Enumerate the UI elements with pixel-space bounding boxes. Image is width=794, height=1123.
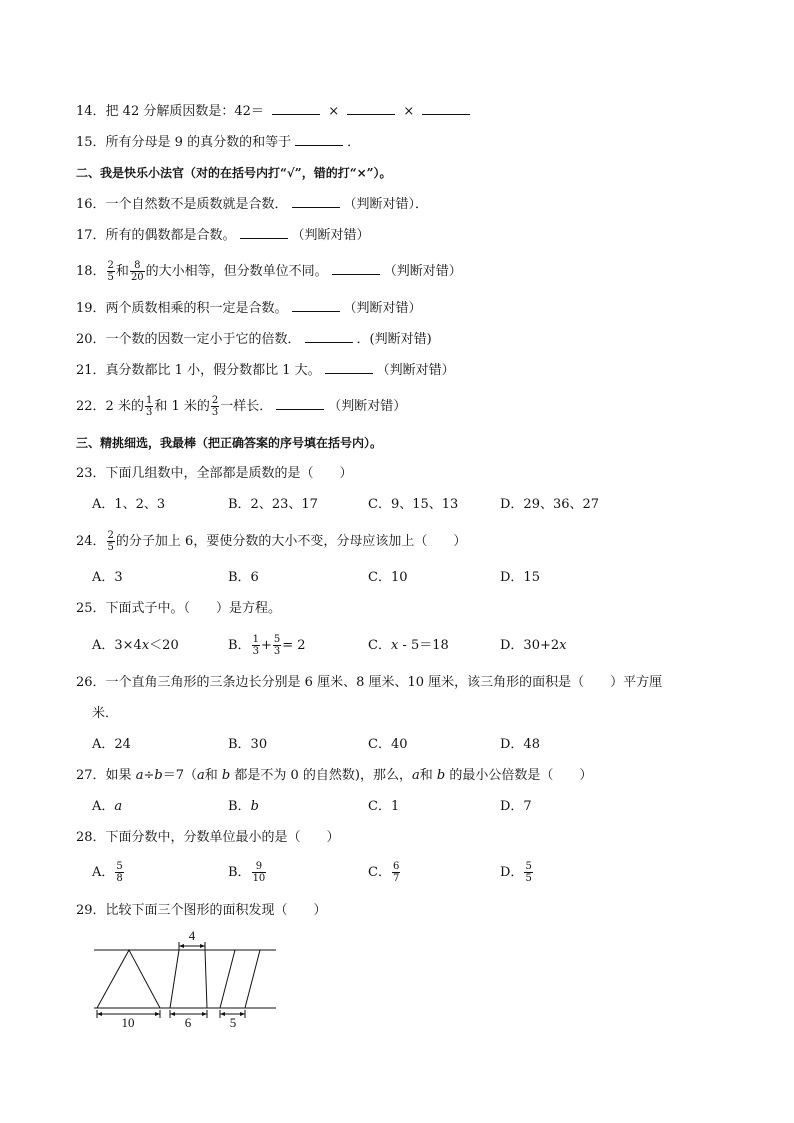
question-23: 23．下面几组数中，全部都是质数的是（ ） xyxy=(76,466,353,481)
area-comparison-figure xyxy=(90,928,290,1033)
fraction: $\frac{2}{5}$ xyxy=(107,260,114,283)
answer-blank[interactable] xyxy=(325,361,373,374)
option-c[interactable]: C． $\frac{6}{7}$ xyxy=(368,861,400,884)
fraction: $\frac{2}{3}$ xyxy=(211,395,219,418)
trapezoid-left-edge xyxy=(170,950,179,1008)
parallelogram-left-edge xyxy=(220,950,235,1008)
option-b[interactable]: B．b xyxy=(228,799,259,814)
question-17: 17．所有的偶数都是合数。 （判断对错） xyxy=(76,228,370,243)
fraction: $\frac{9}{10}$ xyxy=(252,861,266,884)
option-b[interactable]: B． $\frac{9}{10}$ xyxy=(228,861,266,884)
answer-blank[interactable] xyxy=(295,133,343,146)
fraction: $\frac{8}{20}$ xyxy=(130,260,144,283)
question-14: 14．把 42 分解质因数是：42＝ × × xyxy=(76,102,474,121)
option-d[interactable]: D．29、36、27 xyxy=(500,497,600,512)
question-16: 16．一个自然数不是质数就是合数． （判断对错）． xyxy=(76,197,429,212)
option-c[interactable]: C．40 xyxy=(368,737,408,752)
option-a[interactable]: A．24 xyxy=(92,737,131,752)
fraction: $\frac{6}{7}$ xyxy=(392,861,400,884)
fraction: $\frac{5}{8}$ xyxy=(116,861,123,884)
option-b[interactable]: B．6 xyxy=(228,570,259,585)
question-26-continued: 米． xyxy=(92,706,119,721)
question-28: 28．下面分数中，分数单位最小的是（ ） xyxy=(76,830,340,845)
trapezoid-base-label: 6 xyxy=(184,1015,192,1030)
option-a[interactable]: A．3 xyxy=(92,570,123,585)
section-2-title: 二、我是快乐小法官（对的在括号内打“√”，错的打“×”）。 xyxy=(76,166,392,180)
option-a[interactable]: A．a xyxy=(92,799,123,814)
answer-blank[interactable] xyxy=(240,226,288,239)
question-26: 26．一个直角三角形的三条边长分别是 6 厘米、8 厘米、10 厘米，该三角形的面积是（ ）平方厘 xyxy=(76,675,663,690)
question-22: 22．2 米的 $\frac{1}{3}$ 和 1 米的 $\frac{2}{3}$ 一样长． （判断对错） xyxy=(76,395,407,418)
option-d[interactable]: D． $\frac{5}{5}$ xyxy=(500,861,532,884)
fraction: $\frac{5}{5}$ xyxy=(525,861,532,884)
option-a[interactable]: A． $\frac{5}{8}$ xyxy=(92,861,123,884)
option-a[interactable]: A．3×4x＜20 xyxy=(92,638,179,653)
option-a[interactable]: A．1、2、3 xyxy=(92,497,166,512)
question-18: 18． $\frac{2}{5}$ 和 $\frac{8}{20}$ 的大小相等，但分数单位不同。 （判断对错） xyxy=(76,260,462,283)
question-21: 21．真分数都比 1 小，假分数都比 1 大。 （判断对错） xyxy=(76,363,455,378)
option-b[interactable]: B．30 xyxy=(228,737,268,752)
answer-blank[interactable] xyxy=(422,102,470,115)
option-c[interactable]: C．9、15、13 xyxy=(368,497,459,512)
option-c[interactable]: C．1 xyxy=(368,799,400,814)
trapezoid-right-edge xyxy=(205,950,207,1008)
question-15: 15．所有分母是 9 的真分数的和等于 ． xyxy=(76,135,361,150)
option-d[interactable]: D．15 xyxy=(500,570,540,585)
fraction: $\frac{2}{5}$ xyxy=(107,530,114,553)
fraction: $\frac{1}{3}$ xyxy=(145,395,153,418)
answer-blank[interactable] xyxy=(292,299,340,312)
answer-blank[interactable] xyxy=(272,102,320,115)
option-c[interactable]: C．10 xyxy=(368,570,408,585)
answer-blank[interactable] xyxy=(347,102,395,115)
question-27: 27．如果 a÷b＝7（a和 b 都是不为 0 的自然数)，那么，a和 b 的最小公倍数是（ ） xyxy=(76,768,593,783)
parallelogram-base-label: 5 xyxy=(229,1015,237,1030)
question-19: 19．两个质数相乘的积一定是合数。 （判断对错） xyxy=(76,301,422,316)
answer-blank[interactable] xyxy=(305,330,353,343)
fraction: $\frac{5}{3}$ xyxy=(273,634,281,657)
fraction: $\frac{1}{3}$ xyxy=(252,634,259,657)
option-d[interactable]: D．7 xyxy=(500,799,532,814)
answer-blank[interactable] xyxy=(332,262,380,275)
question-25: 25．下面式子中。（ ）是方程。 xyxy=(76,601,282,616)
answer-blank[interactable] xyxy=(292,195,340,208)
question-24: 24． $\frac{2}{5}$ 的分子加上 6，要使分数的大小不变，分母应该加上（ ） xyxy=(76,530,467,553)
option-d[interactable]: D．48 xyxy=(500,737,540,752)
triangle-shape xyxy=(97,950,160,1008)
option-c[interactable]: C．x - 5＝18 xyxy=(368,638,449,653)
option-d[interactable]: D．30+2x xyxy=(500,638,567,653)
section-3-title: 三、精挑细选，我最棒（把正确答案的序号填在括号内）。 xyxy=(76,436,383,450)
triangle-base-label: 10 xyxy=(121,1015,135,1030)
option-b[interactable]: B．2、23、17 xyxy=(228,497,318,512)
parallelogram-right-edge xyxy=(245,950,260,1008)
question-20: 20．一个数的因数一定小于它的倍数． ．(判断对错) xyxy=(76,332,432,347)
answer-blank[interactable] xyxy=(276,397,324,410)
top-length-label: 4 xyxy=(188,928,196,943)
question-29: 29．比较下面三个图形的面积发现（ ） xyxy=(76,903,327,918)
option-b[interactable]: B． $\frac{1}{3}$ + $\frac{5}{3}$ = 2 xyxy=(228,634,306,657)
